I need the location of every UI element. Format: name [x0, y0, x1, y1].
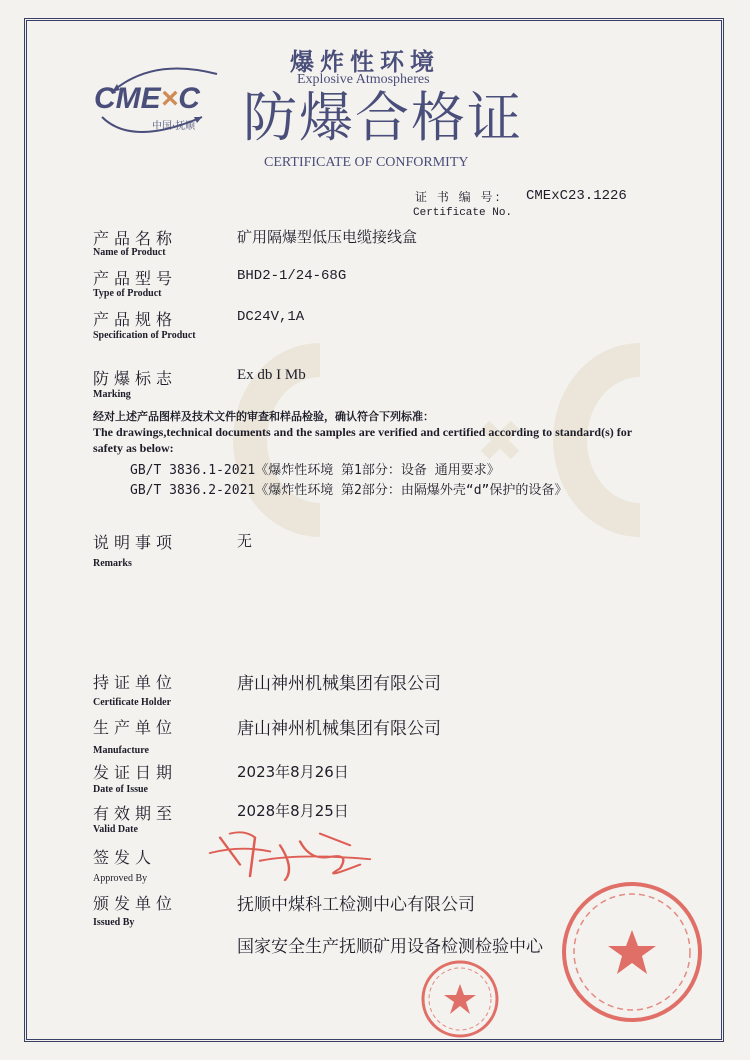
issue-date-value: 2023年8月26日 — [237, 763, 349, 781]
cert-no-label: 证 书 编 号: — [415, 190, 503, 204]
title-en: CERTIFICATE OF CONFORMITY — [264, 155, 469, 170]
watermark-graphic — [200, 330, 660, 570]
field-label-en: Specification of Product — [93, 330, 196, 341]
valid-label: 有效期至 — [93, 804, 178, 823]
field-label-en: Name of Product — [93, 247, 166, 258]
issue-date-label: 发证日期 — [93, 763, 178, 782]
field-label: 产品规格 — [93, 310, 178, 329]
remarks-value: 无 — [237, 532, 253, 550]
approver-label: 签发人 — [93, 848, 157, 867]
issuer-value: 抚顺中煤科工检测中心有限公司 — [237, 895, 475, 915]
product-spec: DC24V,1A — [237, 309, 305, 325]
field-label: 产品型号 — [93, 269, 178, 288]
issue-date-label-en: Date of Issue — [93, 784, 148, 795]
ex-marking: Ex db I Mb — [237, 367, 306, 383]
holder-value: 唐山神州机械集团有限公司 — [237, 674, 441, 694]
issuer-value-2: 国家安全生产抚顺矿用设备检测检验中心 — [237, 937, 543, 957]
approver-label-en: Approved By — [93, 873, 148, 884]
field-label-en: Type of Product — [93, 288, 162, 299]
statement-en: The drawings,technical documents and the samples are verified and certified according to standard(s) for — [93, 425, 633, 439]
field-label: 防爆标志 — [93, 369, 178, 388]
remarks-label: 说明事项 — [93, 533, 178, 552]
standard-item: GB/T 3836.1-2021《爆炸性环境 第1部分：设备 通用要求》 — [130, 463, 500, 478]
seal-left — [418, 958, 502, 1038]
seal-right — [560, 880, 704, 1024]
field-label: 产品名称 — [93, 229, 178, 248]
holder-label-en: Certificate Holder — [93, 697, 172, 708]
valid-label-en: Valid Date — [93, 824, 138, 835]
issuer-label-en: Issued By — [93, 917, 135, 928]
product-type: BHD2-1/24-68G — [237, 268, 347, 284]
remarks-label-en: Remarks — [93, 558, 132, 569]
valid-value: 2028年8月25日 — [237, 802, 349, 820]
holder-label: 持证单位 — [93, 673, 178, 692]
cert-no-value: CMExC23.1226 — [526, 188, 627, 204]
standard-item: GB/T 3836.2-2021《爆炸性环境 第2部分：由隔爆外壳“d”保护的设备》 — [130, 483, 568, 498]
issuer-label: 颁发单位 — [93, 894, 178, 913]
page-title: 防爆合格证 — [243, 86, 523, 149]
cert-no-label-en: Certificate No. — [413, 207, 513, 219]
title-cn-small: 爆炸性环境 — [290, 48, 440, 76]
product-name: 矿用隔爆型低压电缆接线盒 — [237, 228, 418, 246]
manufacturer-value: 唐山神州机械集团有限公司 — [237, 719, 441, 739]
manufacturer-label-en: Manufacture — [93, 745, 149, 756]
field-label-en: Marking — [93, 389, 131, 400]
statement-cn: 经对上述产品图样及技术文件的审查和样品检验，确认符合下列标准： — [93, 410, 434, 423]
title-en-small: Explosive Atmospheres — [297, 72, 430, 87]
statement-en-2: safety as below: — [93, 441, 174, 455]
cmexc-logo: CME×C 中国·抚顺 — [92, 62, 242, 142]
signature — [200, 822, 390, 884]
manufacturer-label: 生产单位 — [93, 718, 178, 737]
